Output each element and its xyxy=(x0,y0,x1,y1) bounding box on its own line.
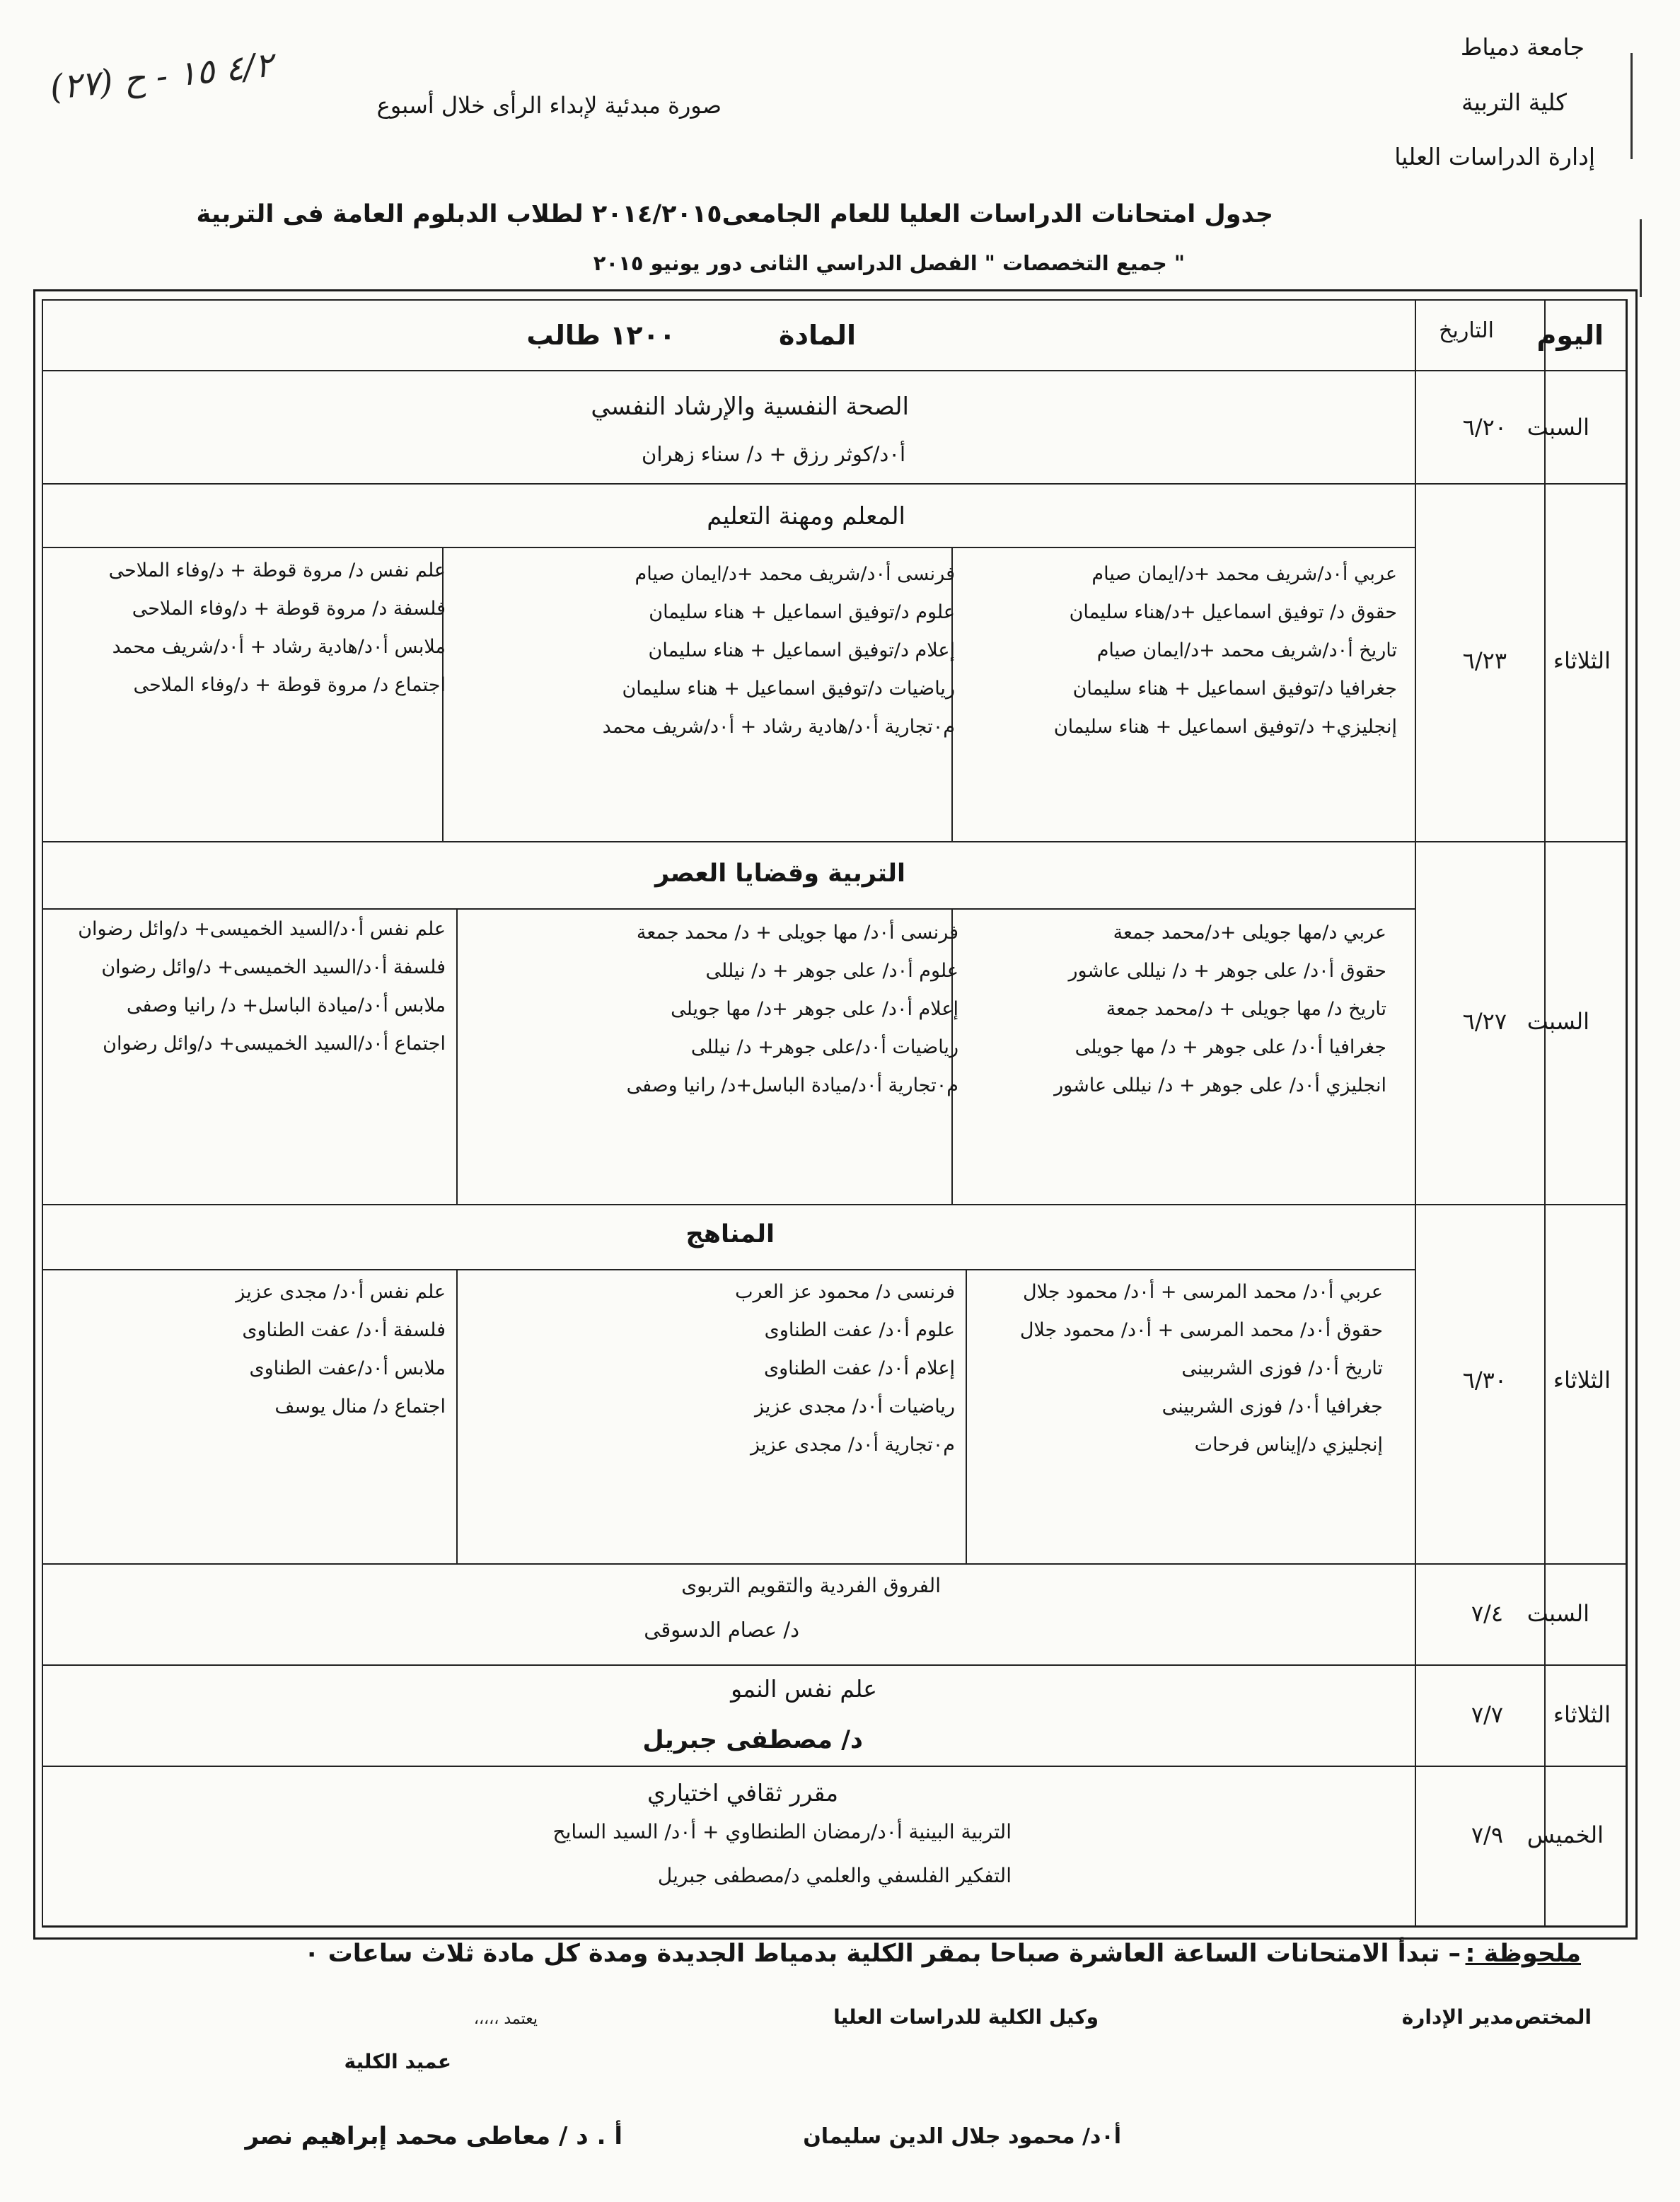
approval-label: يعتمد ،،،،، xyxy=(473,2010,538,2028)
header-rule xyxy=(1630,53,1633,159)
row-date: ٧/٤ xyxy=(1471,1600,1503,1627)
row-subject: الصحة النفسية والإرشاد النفسي xyxy=(591,393,909,421)
dean-name: أ . د / معاطى محمد إبراهيم نصر xyxy=(245,2122,622,2150)
row-date: ٧/٧ xyxy=(1471,1701,1503,1728)
row-option-line: التفكير الفلسفي والعلمي د/مصطفى جبريل xyxy=(657,1864,1012,1887)
row-option-line: التربية البينية أ٠د/رمضان الطنطاوي + أ٠د/ السيد السايح xyxy=(552,1820,1012,1843)
row-subject: الفروق الفردية والتقويم التربوى xyxy=(681,1574,941,1597)
specialty-column-middle: فرنسى د/ محمود عز العرب علوم أ٠د/ عفت الطناوى إعلام أ٠د/ عفت الطناوى رياضيات أ٠د/ مجدى عزيز م٠تجارية أ٠د/ مجدى عزيز xyxy=(735,1281,955,1456)
specialty-column-left: علم نفس د/ مروة قوطة + د/وفاء الملاحى فلسفة د/ مروة قوطة + د/وفاء الملاحى ملابس أ٠د/هادية رشاد + أ٠د/شريف محمد اجتماع د/ مروة قوطة + د/وفاء الملاحى xyxy=(108,560,446,696)
row-date: ٦/٢٧ xyxy=(1462,1008,1507,1035)
dean-title: عميد الكلية xyxy=(344,2050,451,2073)
row-day: الثلاثاء xyxy=(1553,1367,1611,1393)
note-label: ملحوظة : xyxy=(1465,1940,1581,1968)
faculty-name: كلية التربية xyxy=(1461,88,1567,116)
row-subject: المعلم ومهنة التعليم xyxy=(707,502,905,531)
row-day: السبت xyxy=(1527,414,1589,441)
draft-note: صورة مبدئية لإبداء الرأى خلال أسبوع xyxy=(376,92,722,119)
header-student-count: ١٢٠٠ طالب xyxy=(526,320,676,351)
row-date: ٦/٢٣ xyxy=(1462,647,1507,674)
document-title: جدول امتحانات الدراسات العليا للعام الجامعى٢٠١٤/٢٠١٥ لطلاب الدبلوم العامة فى التربية xyxy=(196,200,1273,228)
specialty-column-right: عربي أ٠د/شريف محمد +د/ايمان صيام حقوق د/ توفيق اسماعيل +د/هناء سليمان تاريخ أ٠د/شريف محمد +د/ايمان صيام جغرافيا د/توفيق اسماعيل + هناء سليمان إنجليزي+ د/توفيق اسماعيل + هناء سليمان xyxy=(1053,563,1397,738)
signature-vice-dean-title: وكيل الكلية للدراسات العليا xyxy=(833,2005,1099,2029)
row-day: السبت xyxy=(1527,1600,1589,1627)
header-date: التاريخ xyxy=(1439,318,1494,343)
signature-manager: مدير الإدارة xyxy=(1401,2005,1514,2029)
header-day: اليوم xyxy=(1536,320,1604,351)
specialty-column-middle: فرنسى أ٠د/شريف محمد +د/ايمان صيام علوم د/توفيق اسماعيل + هناء سليمان إعلام د/توفيق اسماعيل + هناء سليمان رياضيات د/توفيق اسماعيل + هناء سليمان م٠تجارية أ٠د/هادية رشاد + أ٠د/شريف محمد xyxy=(602,563,955,738)
specialty-column-right: عربي أ٠د/ محمد المرسى + أ٠د/ محمود جلال حقوق أ٠د/ محمد المرسى + أ٠د/ محمود جلال تاريخ أ٠د/ فوزى الشربينى جغرافيا أ٠د/ فوزى الشربينى إنجليزي د/إيناس فرحات xyxy=(1019,1281,1383,1456)
row-subject: علم نفس النمو xyxy=(731,1675,877,1703)
department-name: إدارة الدراسات العليا xyxy=(1394,143,1595,170)
header-cell-subject xyxy=(42,299,1416,371)
row-date: ٦/٣٠ xyxy=(1462,1367,1507,1393)
university-name: جامعة دمياط xyxy=(1460,33,1585,61)
vice-dean-name: أ٠د/ محمود جلال الدين سليمان xyxy=(803,2124,1121,2149)
row-date: ٧/٩ xyxy=(1471,1821,1503,1848)
signature-specialist: المختص xyxy=(1514,2005,1592,2029)
row-professor: أ٠د/كوثر رزق + د/ سناء زهران xyxy=(642,442,905,466)
header-subject: المادة xyxy=(779,320,856,351)
specialty-column-left: علم نفس أ٠د/السيد الخميسى+ د/وائل رضوان فلسفة أ٠د/السيد الخميسى+ د/وائل رضوان ملابس أ٠د/ميادة الباسل+ د/ رانيا وصفى اجتماع أ٠د/السيد الخميسى+ د/وائل رضوان xyxy=(78,918,446,1055)
row-subject: التربية وقضايا العصر xyxy=(655,859,905,888)
specialty-column-middle: فرنسى أ٠د/ مها جويلى + د/ محمد جمعة علوم أ٠د/ على جوهر + د/ نيللى إعلام أ٠د/ على جوهر +د/ مها جويلى رياضيات أ٠د/على جوهر+ د/ نيللى م٠تجارية أ٠د/ميادة الباسل+د/ رانيا وصفى xyxy=(626,922,958,1096)
row-day: الخميس xyxy=(1527,1821,1604,1848)
row-subject: المناهج xyxy=(685,1220,775,1248)
row-day: الثلاثاء xyxy=(1553,1701,1611,1728)
row-day: السبت xyxy=(1527,1008,1589,1035)
specialty-column-right: عربي د/مها جويلى +د/محمد جمعة حقوق أ٠د/ على جوهر + د/ نيللى عاشور تاريخ د/ مها جويلى + د/محمد جمعة جغرافيا أ٠د/ على جوهر + د/ مها جويلى انجليزي أ٠د/ على جوهر + د/ نيللى عاشور xyxy=(1054,922,1386,1096)
margin-rule xyxy=(1640,219,1642,297)
row-professor: د/ عصام الدسوقى xyxy=(644,1618,799,1642)
specialty-column-left: علم نفس أ٠د/ مجدى عزيز فلسفة أ٠د/ عفت الطناوى ملابس أ٠د/عفت الطناوى اجتماع د/ منال يوسف xyxy=(236,1281,446,1418)
row-day: الثلاثاء xyxy=(1553,647,1611,674)
handwritten-date: (٢٧) ٤/٢ ١٥ - ح xyxy=(47,45,275,108)
row-professor: د/ مصطفى جبريل xyxy=(642,1726,863,1754)
row-date: ٦/٢٠ xyxy=(1462,414,1507,441)
document-subtitle: " جميع التخصصات " الفصل الدراسي الثانى دور يونيو ٢٠١٥ xyxy=(593,251,1185,275)
note-text: – تبدأ الامتحانات الساعة العاشرة صباحا بمقر الكلية بدمياط الجديدة ومدة كل مادة ثلاث ساعات ٠ xyxy=(304,1940,1461,1968)
row-subject: مقرر ثقافي اختياري xyxy=(647,1779,838,1807)
